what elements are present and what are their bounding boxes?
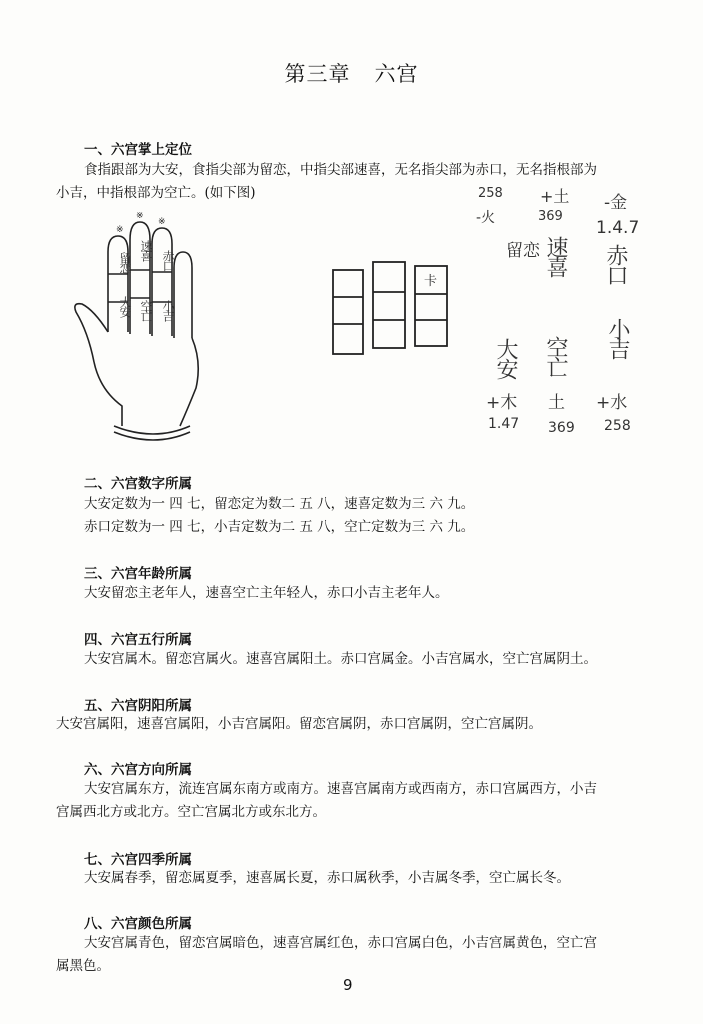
hw-top-b-elem: 369: [538, 209, 563, 224]
hw-row2-a-nums: 1.47: [488, 416, 520, 432]
hw-row2-b: 空亡: [543, 336, 568, 376]
section-text-7-line-1: 大安属春季，留恋属夏季，速喜属长夏，赤口属秋季，小吉属冬季，空亡属长冬。: [84, 870, 570, 886]
hw-top-b-num: +土: [540, 187, 570, 206]
hand-label-index-tip: 留恋: [118, 252, 132, 272]
hw-row2-b-nums: 369: [548, 420, 575, 436]
section-heading-2: 二、六宫数字所属: [84, 476, 192, 492]
section-text-2-line-1: 大安定数为一 四 七，留恋定为数二 五 八，速喜定数为三 六 九。: [84, 496, 475, 512]
chapter-name: 六宫: [374, 62, 419, 86]
section-text-5-line-1: 大安宫属阳，速喜宫属阳，小吉宫属阳。留恋宫属阴，赤口宫属阴，空亡宫属阴。: [56, 716, 542, 732]
section-heading-6: 六、六宫方向所属: [84, 762, 192, 778]
section-heading-8: 八、六宫颜色所属: [84, 916, 192, 932]
hw-row2-b-elem: 土: [548, 393, 565, 413]
hand-label-middle-tip: 速喜: [139, 240, 153, 260]
hand-label-ring-base: 小吉: [161, 300, 175, 320]
box-sketch: [325, 252, 465, 362]
section-heading-1: 一、六宫掌上定位: [84, 142, 192, 158]
box-mark: 卡: [424, 274, 438, 289]
section-heading-3: 三、六宫年龄所属: [84, 566, 192, 582]
hand-diagram: [70, 212, 250, 452]
section-heading-5: 五、六宫阴阳所属: [84, 698, 192, 714]
hw-top-a-num: 258: [478, 186, 503, 201]
section-text-8-line-1: 大安宫属青色，留恋宫属暗色，速喜宫属红色，赤口宫属白色，小吉宫属黄色，空亡宫: [84, 935, 597, 951]
hw-top-c-elem: 1.4.7: [596, 218, 640, 238]
section-text-1-line-1: 食指跟部为大安，食指尖部为留恋，中指尖部速喜，无名指尖部为赤口，无名指根部为: [84, 162, 597, 178]
hw-row2-c-elem: +水: [596, 393, 628, 413]
section-text-3-line-1: 大安留恋主老年人，速喜空亡主年轻人，赤口小吉主老年人。: [84, 585, 449, 601]
section-text-6-line-1: 大安宫属东方，流连宫属东南方或南方。速喜宫属南方或西南方，赤口宫属西方，小吉: [84, 781, 597, 797]
section-text-8-line-2: 属黑色。: [56, 958, 110, 974]
page-number: 9: [343, 976, 353, 994]
hw-row2-c: 小吉: [605, 318, 630, 358]
section-text-1-line-2: 小吉，中指根部为空亡。(如下图): [56, 185, 256, 201]
svg-text:※: ※: [116, 225, 124, 235]
hand-label-ring-tip: 赤口: [161, 250, 175, 270]
svg-text:※: ※: [158, 217, 166, 227]
hw-row1-a: 留恋: [506, 241, 540, 261]
section-text-4-line-1: 大安宫属木。留恋宫属火。速喜宫属阳土。赤口宫属金。小吉宫属水，空亡宫属阴土。: [84, 651, 597, 667]
hw-row2-a: 大安: [493, 338, 518, 378]
hand-label-index-base: 大安: [118, 296, 132, 316]
hw-row2-c-nums: 258: [604, 418, 631, 434]
hw-top-c-num: -金: [604, 193, 628, 213]
hw-row1-b: 速喜: [543, 236, 568, 276]
hw-top-a-elem: -火: [476, 210, 496, 226]
section-heading-4: 四、六宫五行所属: [84, 632, 192, 648]
hw-row1-c: 赤口: [603, 244, 628, 284]
chapter-title: [0, 58, 703, 88]
section-text-6-line-2: 宫属西北方或北方。空亡宫属北方或东北方。: [56, 804, 326, 820]
section-heading-7: 七、六宫四季所属: [84, 852, 192, 868]
chapter-label: 第三章: [284, 62, 351, 86]
svg-text:※: ※: [136, 212, 144, 221]
hw-row2-a-elem: +木: [486, 393, 518, 413]
section-text-2-line-2: 赤口定数为一 四 七，小吉定数为二 五 八，空亡定数为三 六 九。: [84, 519, 475, 535]
hand-label-middle-base: 空亡: [139, 300, 153, 320]
